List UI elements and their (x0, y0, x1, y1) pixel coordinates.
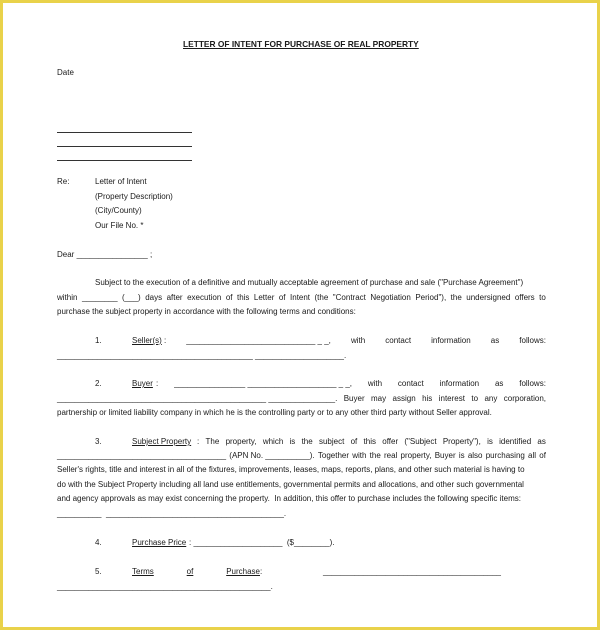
purchase-price-blank: : ____________________ ($________). (189, 538, 335, 547)
re-label: Re: (57, 177, 70, 186)
seller-line-2: ____________________________________________ ____________________. (57, 351, 347, 360)
terms-line-2: ________________________________________________. (57, 582, 273, 591)
re-line-2: (Property Description) (95, 192, 173, 201)
purchase-price-label: Purchase Price (132, 538, 187, 547)
date-label: Date (57, 68, 74, 77)
document-title: LETTER OF INTENT FOR PURCHASE OF REAL PROPERTY (183, 39, 419, 49)
buyer-line-1: : ________________ ____________________ _ _, with contact information as follows: (156, 379, 546, 388)
subject-property-label: Subject Property (132, 437, 192, 446)
item-1-number: 1. (95, 336, 102, 345)
terms-of-purchase-label: Terms of Purchase (132, 567, 260, 576)
salutation: Dear ________________ ; (57, 250, 153, 259)
buyer-line-3: partnership or limited liability company in which he is the controlling party or to any other third party without Seller approval. (57, 408, 492, 417)
buyer-label: Buyer (132, 379, 153, 388)
item-2-number: 2. (95, 379, 102, 388)
re-line-3: (City/County) (95, 206, 142, 215)
subject-line-4: do with the Subject Property including all land use entitlements, governmental permits and allocations, and other such governmental (57, 480, 524, 489)
intro-line-1: Subject to the execution of a definitive and mutually acceptable agreement of purchase and sale ("Purchase Agreement") (95, 278, 524, 287)
intro-line-3: purchase the subject property in accordance with the following terms and conditions: (57, 307, 356, 316)
re-line-4: Our File No. * (95, 221, 144, 230)
subject-line-2: ______________________________________ (APN No. __________). Together with the real property, Buyer is also purchasing all of (57, 451, 546, 460)
buyer-line-2: _______________________________________________ _______________. Buyer may assign his interest to any corporation, (57, 394, 546, 403)
terms-blank-right: ________________________________________ (323, 567, 501, 576)
item-3-number: 3. (95, 437, 102, 446)
terms-colon: : (260, 567, 263, 576)
item-5-number: 5. (95, 567, 102, 576)
subject-line-3: Seller's rights, title and interest in all of the fixtures, improvements, leases, maps, reports, plans, and other such material is having to (57, 465, 525, 474)
item-4-number: 4. (95, 538, 102, 547)
subject-line-1: : The property, which is the subject of this offer ("Subject Property"), is identified as (197, 437, 546, 446)
address-line-3 (57, 160, 192, 161)
intro-line-2: within ________ (___) days after execution of this Letter of Intent (the "Contract Negotiation Period"), the undersigned offers to (57, 293, 546, 302)
seller-line-1: : _____________________________ _ _, with contact information as follows: (164, 336, 546, 345)
seller-label: Seller(s) (132, 336, 162, 345)
document-page (3, 3, 597, 627)
address-line-2 (57, 146, 192, 147)
address-line-1 (57, 132, 192, 133)
subject-line-6: __________ ________________________________________. (57, 509, 287, 518)
subject-line-5: and agency approvals as may exist concerning the property. In addition, this offer to purchase includes the following specific items: (57, 494, 521, 503)
re-line-1: Letter of Intent (95, 177, 147, 186)
